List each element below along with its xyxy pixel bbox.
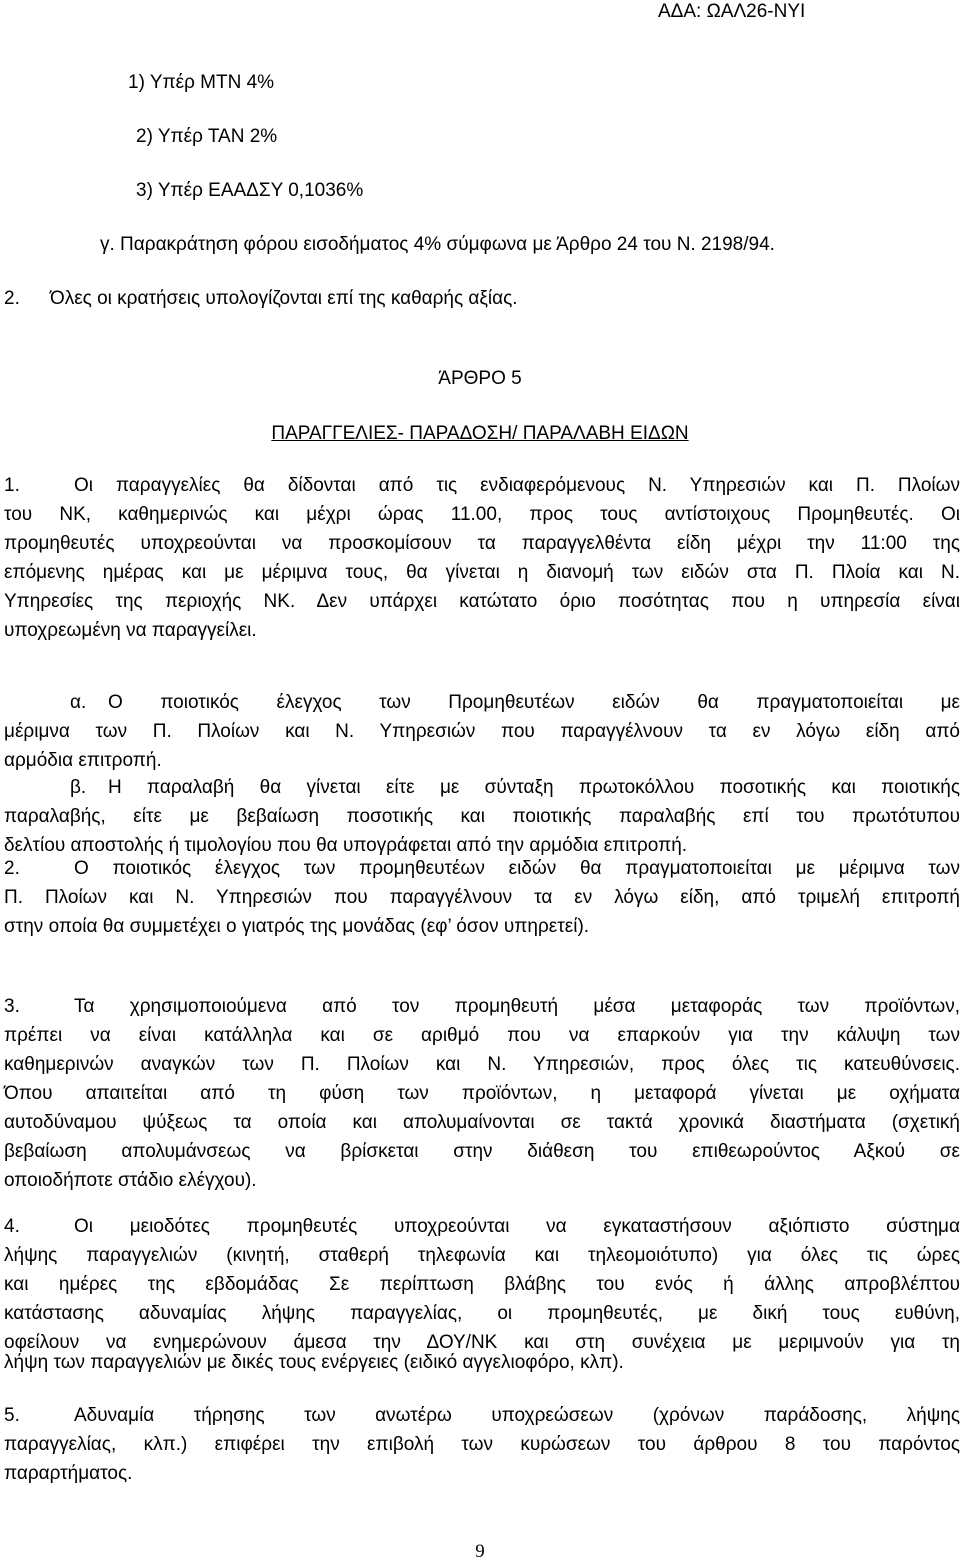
p2-line-3: στην οποία θα συμμετέχει ο γιατρός της μονάδας (εφ’ όσον υπηρετεί). — [4, 916, 590, 937]
p1-line-6: υποχρεωμένη να παραγγείλει. — [4, 620, 257, 641]
p3-line-2: πρέπει να είναι κατάλληλα και σε αριθμό που να επαρκούν για την κάλυψη των — [4, 1025, 960, 1046]
p1-line-4: επόμενης ημέρας και με μέριμνα τους, θα γίνεται η διανομή των ειδών στα Π. Πλοία και Ν. — [4, 562, 960, 583]
p4-line-4: κατάστασης αδυναμίας λήψης παραγγελίας, οι προμηθευτές, με δική τους ευθύνη, — [4, 1303, 960, 1324]
p1-line-1 — [4, 474, 960, 498]
p3-line-1 — [4, 995, 960, 1019]
p4-line-6: λήψη των παραγγελιών με δικές τους ενέργειες (ειδικό αγγελιοφόρο, κλπ). — [4, 1352, 624, 1373]
article-title: ΆΡΘΡΟ 5 — [438, 368, 522, 389]
line-text: Ο ποιοτικός έλεγχος των προμηθευτέων ειδών θα πραγματοποιείται με μέριμνα των — [74, 858, 960, 879]
article-subtitle — [0, 422, 960, 446]
p2-line-2: Π. Πλοίων και Ν. Υπηρεσιών που παραγγέλνουν τα εν λόγω είδη, από τριμελή επιτροπή — [4, 887, 960, 908]
p3-line-6: βεβαίωση απολυμάνσεως να βρίσκεται στην διάθεση του επιθεωρούντος Αξκού σε — [4, 1141, 960, 1162]
article-subtitle-text: ΠΑΡΑΓΓΕΛΙΕΣ- ΠΑΡΑΔΟΣΗ/ ΠΑΡΑΛΑΒΗ ΕΙΔΩΝ — [271, 423, 689, 444]
p3-line-4: Όπου απαιτείται από τη φύση των προϊόντων, η μεταφορά γίνεται με οχήματα — [4, 1083, 960, 1104]
line-text: Οι μειοδότες προμηθευτές υποχρεούνται να εγκαταστήσουν αξιόπιστο σύστημα — [74, 1216, 960, 1237]
p1-line-2: του ΝΚ, καθημερινώς και μέχρι ώρας 11.00, προς τους αντίστοιχους Προμηθευτές. Οι — [4, 504, 960, 525]
deductions-note-text: Όλες οι κρατήσεις υπολογίζονται επί της καθαρής αξίας. — [50, 288, 518, 309]
pb-line-3: δελτίου αποστολής ή τιμολογίου που θα υπογράφεται από την αρμόδια επιτροπή. — [4, 835, 688, 856]
line-text: Τα χρησιμοποιούμενα από τον προμηθευτή μέσα μεταφοράς των προϊόντων, — [74, 996, 960, 1017]
p4-line-2: λήψης παραγγελιών (κινητή, σταθερή τηλεφωνία και τηλεομοιότυπο) για όλες τις ώρες — [4, 1245, 960, 1266]
line-text: Οι παραγγελίες θα δίδονται από τις ενδιαφερόμενους Ν. Υπηρεσιών και Π. Πλοίων — [74, 475, 960, 496]
pb-line-1 — [70, 776, 960, 800]
deductions-note — [4, 287, 518, 311]
p3-line-3: καθημερινών αναγκών των Π. Πλοίων και Ν. Υπηρεσιών, προς όλες τις κατευθύνσεις. — [4, 1054, 960, 1075]
list-number: 5. — [4, 1405, 20, 1426]
list-number: 2. — [4, 288, 20, 309]
pa-line-1 — [70, 691, 960, 715]
list-number: 1. — [4, 475, 20, 496]
p5-line-2: παραγγελίας, κλπ.) επιφέρει την επιβολή των κυρώσεων του άρθρου 8 του παρόντος — [4, 1434, 960, 1455]
line-text: Η παραλαβή θα γίνεται είτε με σύνταξη πρωτοκόλλου ποσοτικής και ποιοτικής — [108, 777, 960, 798]
p5-line-1 — [4, 1404, 960, 1428]
list-number: α. — [70, 692, 87, 713]
p3-line-5: αυτοδύναμου ψύξεως τα οποία και απολυμαίνονται σε τακτά χρονικά διαστήματα (σχετική — [4, 1112, 960, 1133]
list-number: 3. — [4, 996, 20, 1017]
deduction-item-g: γ. Παρακράτηση φόρου εισοδήματος 4% σύμφωνα με Άρθρο 24 του Ν. 2198/94. — [100, 234, 775, 255]
pb-line-2: παραλαβής, είτε με βεβαίωση ποσοτικής και ποιοτικής παραλαβής επί του πρωτότυπου — [4, 806, 960, 827]
p5-line-3: παραρτήματος. — [4, 1463, 133, 1484]
p1-line-5: Υπηρεσίες της περιοχής ΝΚ. Δεν υπάρχει κατώτατο όριο ποσότητας που η υπηρεσία είναι — [4, 591, 960, 612]
list-number: 2. — [4, 858, 20, 879]
line-text: Ο ποιοτικός έλεγχος των Προμηθευτέων ειδών θα πραγματοποιείται με — [108, 692, 960, 713]
list-number: β. — [70, 777, 87, 798]
pa-line-3: αρμόδια επιτροπή. — [4, 750, 162, 771]
p4-line-1 — [4, 1215, 960, 1239]
p4-line-3: και ημέρες της εβδομάδας Σε περίπτωση βλάβης του ενός ή άλλης απροβλέπτου — [4, 1274, 960, 1295]
ada-header: ΑΔΑ: ΩΑΛ26-ΝΥΙ — [658, 1, 806, 22]
deduction-item-2: 2) Υπέρ ΤΑΝ 2% — [136, 126, 278, 147]
deduction-item-1: 1) Υπέρ ΜΤΝ 4% — [128, 72, 275, 93]
deduction-item-3: 3) Υπέρ ΕΑΑΔΣΥ 0,1036% — [136, 180, 364, 201]
p3-line-7: οποιοδήποτε στάδιο ελέγχου). — [4, 1170, 257, 1191]
p2-line-1 — [4, 857, 960, 881]
p1-line-3: προμηθευτές υποχρεούνται να προσκομίσουν τα παραγγελθέντα είδη μέχρι την 11:00 της — [4, 533, 960, 554]
line-text: Αδυναμία τήρησης των ανωτέρω υποχρεώσεων (χρόνων παράδοσης, λήψης — [74, 1405, 960, 1426]
pa-line-2: μέριμνα των Π. Πλοίων και Ν. Υπηρεσιών που παραγγέλνουν τα εν λόγω είδη από — [4, 721, 960, 742]
page-number: 9 — [475, 1541, 485, 1562]
list-number: 4. — [4, 1216, 20, 1237]
p4-line-5: οφείλουν να ενημερώνουν άμεσα την ΔΟΥ/ΝΚ και στη συνέχεια με μεριμνούν για τη — [4, 1332, 960, 1353]
